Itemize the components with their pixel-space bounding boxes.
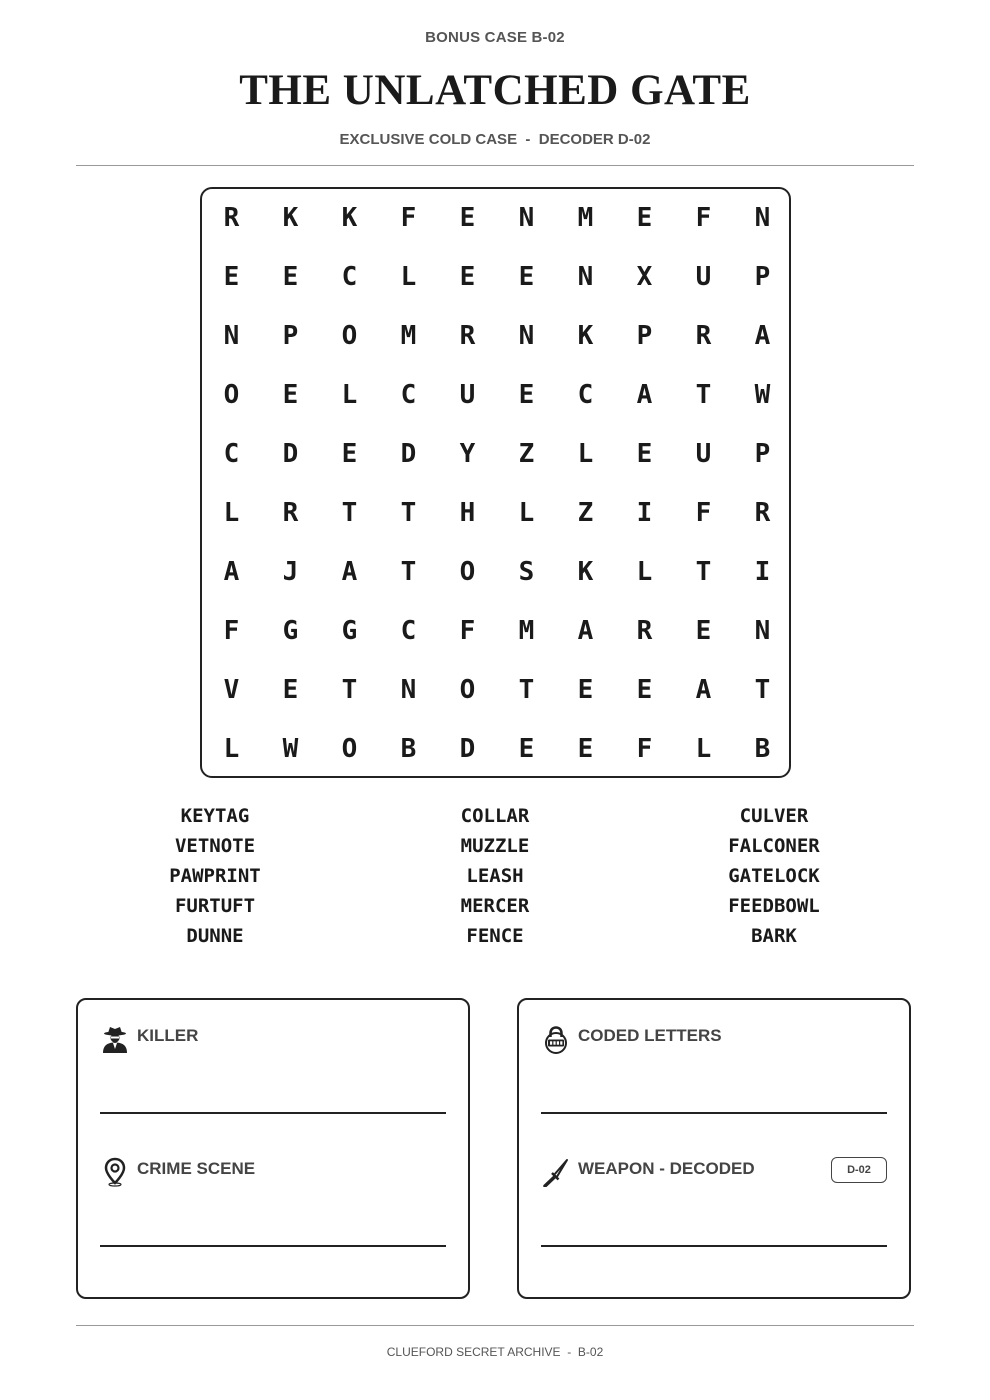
word-item: DUNNE — [186, 925, 244, 947]
grid-cell[interactable]: L — [400, 262, 417, 292]
grid-cell[interactable]: M — [518, 616, 535, 646]
word-item: COLLAR — [460, 805, 530, 827]
grid-cell[interactable]: D — [282, 439, 299, 469]
grid-cell[interactable]: T — [695, 557, 712, 587]
grid-cell[interactable]: B — [754, 734, 771, 764]
grid-cell[interactable]: U — [459, 380, 476, 410]
grid-cell[interactable]: O — [459, 675, 476, 705]
grid-cell[interactable]: E — [223, 262, 240, 292]
grid-cell[interactable]: O — [341, 734, 358, 764]
coded-letters-label: CODED LETTERS — [578, 1026, 722, 1045]
grid-cell[interactable]: T — [695, 380, 712, 410]
weapon-field — [541, 1157, 887, 1217]
grid-cell[interactable]: E — [282, 262, 299, 292]
word-item: GATELOCK — [728, 865, 820, 887]
word-search-grid — [200, 187, 791, 778]
grid-cell[interactable]: E — [518, 380, 535, 410]
grid-cell[interactable]: T — [341, 498, 358, 528]
grid-cell[interactable]: F — [400, 203, 417, 233]
grid-cell[interactable]: F — [223, 616, 240, 646]
grid-cell[interactable]: P — [636, 321, 653, 351]
grid-cell[interactable]: T — [518, 675, 535, 705]
grid-cell[interactable]: R — [695, 321, 712, 351]
grid-cell[interactable]: W — [282, 734, 299, 764]
word-item: FENCE — [466, 925, 524, 947]
grid-cell[interactable]: E — [459, 203, 476, 233]
grid-cell[interactable]: F — [459, 616, 476, 646]
grid-cell[interactable]: R — [754, 498, 771, 528]
grid-cell[interactable]: N — [400, 675, 417, 705]
grid-cell[interactable]: E — [459, 262, 476, 292]
grid-cell[interactable]: Y — [459, 439, 476, 469]
grid-cell[interactable]: A — [577, 616, 594, 646]
grid-cell[interactable]: L — [695, 734, 712, 764]
grid-cell[interactable]: L — [636, 557, 653, 587]
grid-cell[interactable]: K — [282, 203, 299, 233]
grid-cell[interactable]: E — [636, 675, 653, 705]
grid-cell[interactable]: E — [577, 734, 594, 764]
grid-cell[interactable]: C — [400, 616, 417, 646]
grid-cell[interactable]: C — [577, 380, 594, 410]
word-column — [105, 801, 325, 951]
grid-cell[interactable]: C — [341, 262, 358, 292]
grid-cell[interactable]: Z — [518, 439, 535, 469]
grid-cell[interactable]: F — [636, 734, 653, 764]
grid-cell[interactable]: A — [754, 321, 771, 351]
grid-cell[interactable]: A — [223, 557, 240, 587]
grid-cell[interactable]: E — [518, 734, 535, 764]
word-item: CULVER — [739, 805, 809, 827]
grid-cell[interactable]: S — [518, 557, 535, 587]
grid-cell[interactable]: I — [754, 557, 771, 587]
grid-cell[interactable]: T — [341, 675, 358, 705]
grid-cell[interactable]: D — [400, 439, 417, 469]
grid-cell[interactable]: A — [695, 675, 712, 705]
grid-cell[interactable]: O — [223, 380, 240, 410]
grid-cell[interactable]: A — [341, 557, 358, 587]
weapon-label: WEAPON - DECODED — [578, 1159, 755, 1178]
word-item: FALCONER — [728, 835, 820, 857]
grid-cell[interactable]: T — [400, 498, 417, 528]
word-item: MUZZLE — [460, 835, 530, 857]
grid-cell[interactable]: L — [223, 734, 240, 764]
grid-cell[interactable]: U — [695, 439, 712, 469]
grid-cell[interactable]: R — [459, 321, 476, 351]
grid-cell[interactable]: L — [577, 439, 594, 469]
grid-cell[interactable]: N — [754, 203, 771, 233]
grid-cell[interactable]: H — [459, 498, 476, 528]
word-item: KEYTAG — [180, 805, 250, 827]
grid-cell[interactable]: Z — [577, 498, 594, 528]
grid-cell[interactable]: N — [223, 321, 240, 351]
grid-cell[interactable]: G — [282, 616, 299, 646]
bottom-divider — [76, 1325, 914, 1326]
grid-cell[interactable]: E — [341, 439, 358, 469]
word-item: VETNOTE — [174, 835, 256, 857]
grid-cell[interactable]: N — [577, 262, 594, 292]
killer-label: KILLER — [137, 1026, 199, 1045]
grid-cell[interactable]: B — [400, 734, 417, 764]
grid-cell[interactable]: F — [695, 498, 712, 528]
grid-cell[interactable]: U — [695, 262, 712, 292]
grid-cell[interactable]: F — [695, 203, 712, 233]
grid-cell[interactable]: T — [754, 675, 771, 705]
grid-cell[interactable]: R — [282, 498, 299, 528]
location-pin-icon — [100, 1157, 130, 1187]
puzzle-subtitle: EXCLUSIVE COLD CASE - DECODER D-02 — [339, 131, 651, 148]
grid-cell[interactable]: W — [754, 380, 771, 410]
grid-cell[interactable]: P — [754, 439, 771, 469]
word-item: MERCER — [460, 895, 530, 917]
killer-answer-line[interactable] — [100, 1112, 446, 1114]
killer-crime-panel — [76, 998, 470, 1299]
grid-cell[interactable]: D — [459, 734, 476, 764]
grid-cell[interactable]: M — [577, 203, 594, 233]
crime-scene-label: CRIME SCENE — [137, 1159, 256, 1178]
grid-cell[interactable]: R — [223, 203, 240, 233]
knife-icon — [541, 1157, 571, 1187]
crime-scene-answer-line[interactable] — [100, 1245, 446, 1247]
grid-cell[interactable]: E — [282, 675, 299, 705]
crime-scene-field — [100, 1157, 446, 1217]
killer-field — [100, 1024, 446, 1084]
grid-cell[interactable]: G — [341, 616, 358, 646]
grid-cell[interactable]: K — [341, 203, 358, 233]
grid-cell[interactable]: O — [341, 321, 358, 351]
grid-cell[interactable]: E — [282, 380, 299, 410]
grid-cell[interactable]: V — [223, 675, 240, 705]
grid-cell[interactable]: P — [754, 262, 771, 292]
grid-cell[interactable]: O — [459, 557, 476, 587]
grid-cell[interactable]: E — [577, 675, 594, 705]
weapon-answer-line[interactable] — [541, 1245, 887, 1247]
word-column — [385, 801, 605, 951]
grid-cell[interactable]: E — [518, 262, 535, 292]
grid-cell[interactable]: N — [754, 616, 771, 646]
case-label: BONUS CASE B-02 — [425, 29, 565, 46]
word-item: BARK — [751, 925, 797, 947]
grid-cell[interactable]: J — [282, 557, 299, 587]
grid-cell[interactable]: L — [223, 498, 240, 528]
coded-letters-field — [541, 1024, 887, 1084]
grid-cell[interactable]: K — [577, 557, 594, 587]
grid-cell[interactable]: C — [223, 439, 240, 469]
puzzle-title: THE UNLATCHED GATE — [239, 67, 751, 114]
grid-cell[interactable]: K — [577, 321, 594, 351]
grid-cell[interactable]: I — [636, 498, 653, 528]
grid-cell[interactable]: E — [695, 616, 712, 646]
word-item: PAWPRINT — [169, 865, 261, 887]
word-item: FEEDBOWL — [728, 895, 820, 917]
detective-icon — [100, 1024, 130, 1054]
word-item: FURTUFT — [174, 895, 256, 917]
grid-cell[interactable]: L — [341, 380, 358, 410]
coded-weapon-panel — [517, 998, 911, 1299]
grid-cell[interactable]: A — [636, 380, 653, 410]
grid-cell[interactable]: N — [518, 203, 535, 233]
word-item: LEASH — [466, 865, 524, 887]
grid-cell[interactable]: R — [636, 616, 653, 646]
grid-cell[interactable]: C — [400, 380, 417, 410]
coded-letters-answer-line[interactable] — [541, 1112, 887, 1114]
grid-cell[interactable]: N — [518, 321, 535, 351]
grid-cell[interactable]: T — [400, 557, 417, 587]
top-divider — [76, 165, 914, 166]
grid-cell[interactable]: P — [282, 321, 299, 351]
padlock-icon — [541, 1024, 571, 1054]
grid-cell[interactable]: L — [518, 498, 535, 528]
grid-cell[interactable]: E — [636, 439, 653, 469]
decoder-badge: D-02 — [831, 1157, 887, 1183]
grid-cell[interactable]: M — [400, 321, 417, 351]
grid-cell[interactable]: X — [636, 262, 653, 292]
word-column — [664, 801, 884, 951]
grid-cell[interactable]: E — [636, 203, 653, 233]
footer: CLUEFORD SECRET ARCHIVE - B-02 — [386, 1345, 604, 1359]
